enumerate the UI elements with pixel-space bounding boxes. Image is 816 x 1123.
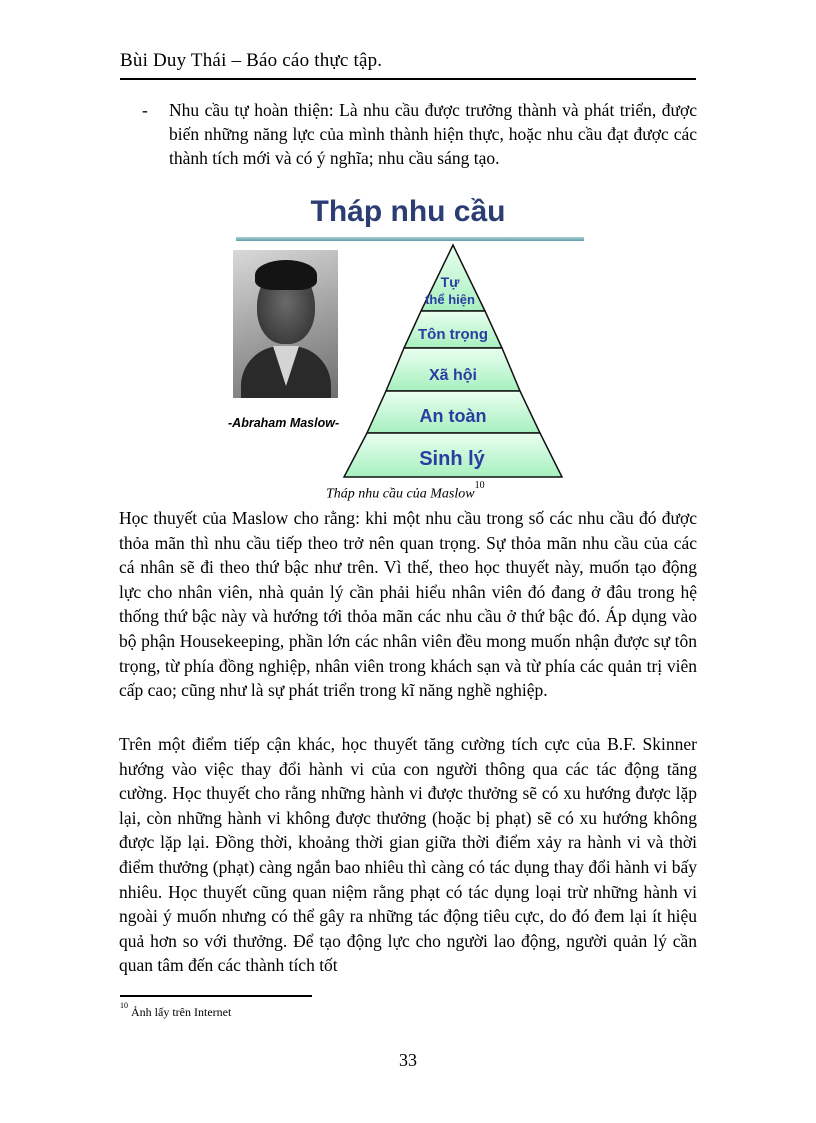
bullet-dash: - (142, 100, 148, 120)
tier-label-safety: An toàn (419, 406, 487, 426)
bullet-text: Nhu cầu tự hoàn thiện: Là nhu cầu được trưởng thành và phát triển, được biến những năng lực của mình thành hiện thực, hoặc nhu cầu đạt được các thành tích mới và có ý nghĩa; nhu cầu sáng tạo. (169, 100, 697, 168)
figure-caption-footnote-ref: 10 (474, 480, 485, 491)
header-rule (120, 78, 696, 80)
figure-caption-text: Tháp nhu cầu của Maslow (326, 486, 475, 502)
portrait-name: -Abraham Maslow- (228, 416, 340, 430)
tier-label-social: Xã hội (428, 367, 478, 384)
tier-label-physiological: Sinh lý (419, 448, 485, 470)
paragraph-maslow: Học thuyết của Maslow cho rằng: khi một nhu cầu trong số các nhu cầu đó được thỏa mãn thì nhu cầu tiếp theo trở nên quan trọng. Sự thỏa mãn nhu cầu của các cá nhân sẽ đi theo thứ bậc như trên. Vì thế, theo học thuyết này, muốn tạo động lực cho nhân viên, nhà quản lý cần phải hiểu nhân viên đó đang ở đâu trong hệ thống thứ bậc này và hướng tới thỏa mãn các nhu cầu ở thứ bậc đó. Áp dụng vào bộ phận Housekeeping, phần lớn các nhân viên đều mong muốn nhận được sự tôn trọng, từ phía đồng nghiệp, nhân viên trong khách sạn và từ phía các quản trị viên cấp cao; cũng như là sự phát triển trong kĩ năng nghề nghiệp. (119, 508, 697, 701)
footnote-text: Ảnh lấy trên Internet (131, 1005, 232, 1019)
pyramid-diagram (228, 193, 588, 481)
figure-title: Tháp nhu cầu (310, 195, 506, 228)
maslow-pyramid-figure (228, 193, 588, 481)
page-number: 33 (399, 1050, 417, 1070)
bullet-item (142, 98, 697, 170)
tier-label-self-1: Tự (440, 274, 460, 290)
tier-label-self-2: thể hiện (425, 292, 475, 307)
running-header: Bùi Duy Thái – Báo cáo thực tập. (120, 50, 383, 71)
footnote-rule (120, 995, 312, 997)
tier-label-esteem: Tôn trọng (418, 326, 488, 343)
figure-caption (326, 480, 485, 503)
paragraph-skinner: Trên một điểm tiếp cận khác, học thuyết tăng cường tích cực của B.F. Skinner hướng vào việc thay đổi hành vi của con người thông qua các tác động tăng cường. Học thuyết cho rằng những hành vi được thưởng sẽ có xu hướng được lặp lại, còn những hành vi không được thưởng (hoặc bị phạt) sẽ có xu hướng không được lặp lại. Đồng thời, khoảng thời gian giữa thời điểm xảy ra hành vi và thời điểm thưởng (phạt) càng ngắn bao nhiêu thì càng có tác dụng thay đổi hành vi bấy nhiêu. Học thuyết cũng quan niệm rằng phạt có tác dụng loại trừ những hành vi ngoài ý muốn nhưng có thể gây ra những tác động tiêu cực, do đó đem lại ít hiệu quả hơn so với thưởng. Để tạo động lực cho người lao động, người quản lý cần quan tâm đến các thành tích tốt (119, 734, 697, 976)
footnote-number: 10 (120, 1001, 128, 1010)
footnote (120, 1001, 232, 1020)
